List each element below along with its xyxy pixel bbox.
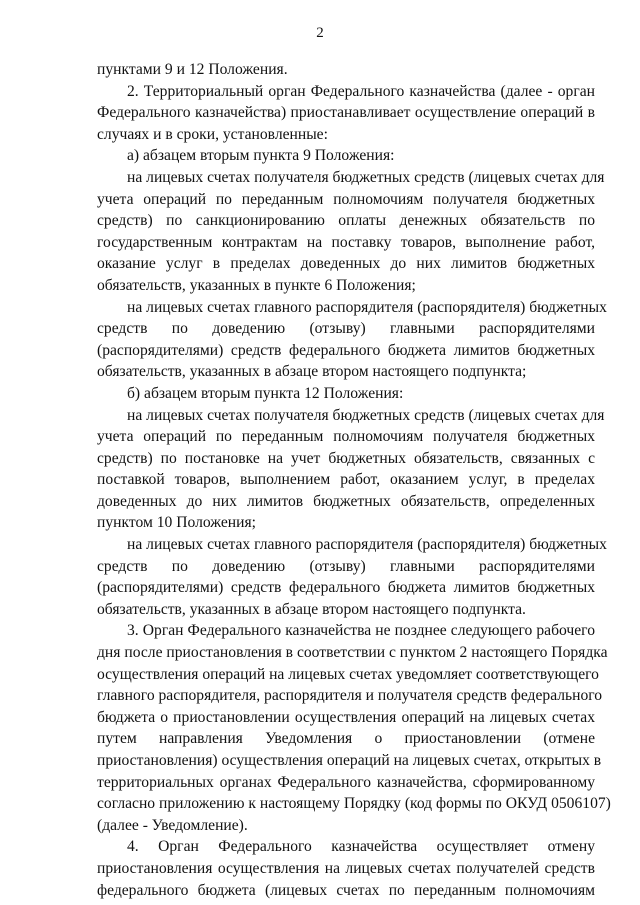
text-line: 4. Орган Федерального казначейства осуществляет отмену — [127, 838, 595, 856]
text-line: на лицевых счетах главного распорядителя (распорядителя) бюджетных — [127, 298, 607, 316]
page-number: 2 — [316, 25, 324, 41]
text-line: на лицевых счетах получателя бюджетных средств (лицевых счетах для — [127, 168, 605, 186]
text-line: приостановления осуществления на лицевых счетах получателей средств — [97, 859, 595, 877]
text-line: учета операций по переданным полномочиям получателя бюджетных — [97, 428, 595, 446]
text-line: обязательств, указанных в пункте 6 Положения; — [97, 276, 416, 294]
text-line: пунктом 10 Положения; — [97, 514, 256, 532]
text-line: на лицевых счетах получателя бюджетных средств (лицевых счетах для — [127, 406, 605, 424]
text-line: осуществления операций на лицевых счетах уведомляет соответствующего — [97, 665, 599, 683]
text-line: на лицевых счетах главного распорядителя (распорядителя) бюджетных — [127, 536, 607, 554]
document-body — [97, 59, 611, 901]
text-line: (распорядителями) средств федерального бюджета лимитов бюджетных — [97, 579, 595, 597]
text-line: средств) по постановке на учет бюджетных обязательств, связанных с — [97, 449, 595, 467]
text-line: учета операций по переданным полномочиям получателя бюджетных — [97, 190, 595, 208]
text-line: Федерального казначейства) приостанавливает осуществление операций в — [97, 104, 595, 122]
text-line: приостановления) осуществления операций на лицевых счетах, открытых в — [97, 752, 602, 769]
text-line: оказание услуг в пределах доведенных до них лимитов бюджетных — [97, 255, 595, 273]
text-line: согласно приложению к настоящему Порядку (код формы по ОКУД 0506107) — [97, 795, 611, 813]
text-line: 2. Территориальный орган Федерального казначейства (далее - орган — [127, 82, 595, 100]
text-line: пунктами 9 и 12 Положения. — [97, 61, 288, 78]
text-line: главного распорядителя, распорядителя и получателя средств федерального — [97, 687, 603, 705]
text-line: (далее - Уведомление). — [97, 816, 248, 834]
text-line: территориальных органах Федерального казначейства, сформированному — [97, 773, 595, 791]
text-line: средств по доведению (отзыву) главными распорядителями — [97, 320, 595, 338]
text-line: случаях и в сроки, установленные: — [97, 125, 328, 143]
text-line: средств) по санкционированию оплаты денежных обязательств по — [97, 212, 595, 230]
text-line: б) абзацем вторым пункта 12 Положения: — [127, 384, 404, 402]
text-line: (распорядителями) средств федерального бюджета лимитов бюджетных — [97, 341, 595, 359]
text-line: обязательств, указанных в абзаце втором настоящего подпункта. — [97, 600, 526, 618]
text-line: доведенных до них лимитов бюджетных обязательств, определенных — [97, 492, 595, 510]
text-line: федерального бюджета (лицевых счетах по переданным полномочиям — [97, 881, 595, 899]
text-line: дня после приостановления в соответствии с пунктом 2 настоящего Порядка — [97, 644, 608, 662]
text-line: 3. Орган Федерального казначейства не позднее следующего рабочего — [127, 622, 595, 640]
text-line: поставкой товаров, выполнением работ, оказанием услуг, в пределах — [97, 471, 595, 489]
text-line: путем направления Уведомления о приостановлении (отмене — [97, 730, 595, 748]
text-line: обязательств, указанных в абзаце втором настоящего подпункта; — [97, 363, 527, 381]
text-line: государственным контрактам на поставку товаров, выполнение работ, — [97, 233, 595, 251]
text-line: бюджета о приостановлении осуществления операций на лицевых счетах — [97, 708, 595, 726]
text-line: средств по доведению (отзыву) главными распорядителями — [97, 557, 595, 575]
text-line: а) абзацем вторым пункта 9 Положения: — [127, 147, 395, 165]
